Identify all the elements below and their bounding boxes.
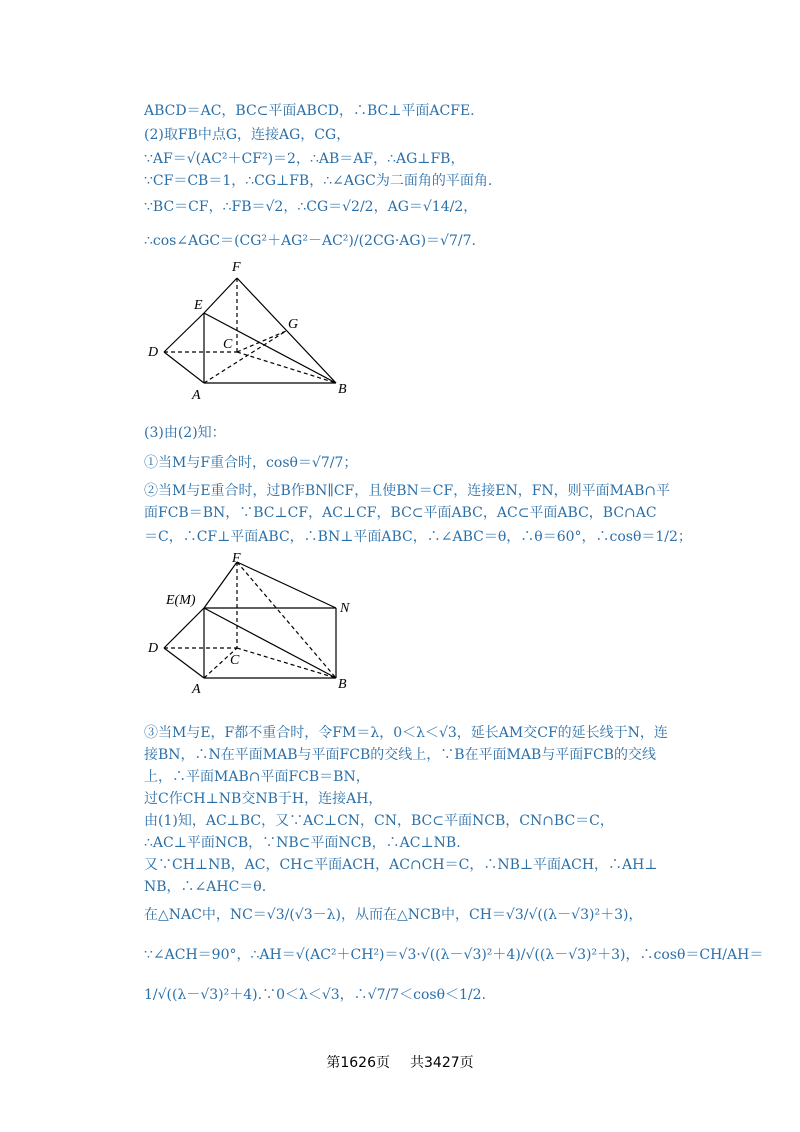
text-line: (2)取FB中点G，连接AG，CG， [144, 127, 351, 143]
label-C: C [223, 337, 233, 352]
label-A: A [192, 388, 201, 403]
text-line: (3)由(2)知： [144, 425, 226, 441]
text-line: ABCD＝AC，BC⊂平面ABCD，∴BC⊥平面ACFE. [144, 103, 475, 119]
text-line: 1/√((λ－√3)²＋4).∵0＜λ＜√3，∴√7/7＜cosθ＜1/2. [144, 987, 486, 1003]
text-line: 由(1)知，AC⊥BC，又∵AC⊥CN，CN，BC⊂平面NCB，CN∩BC＝C， [144, 813, 614, 829]
figure-1-diagram [140, 255, 360, 405]
text-line: ①当M与F重合时，cosθ＝√7/7； [144, 455, 358, 471]
label-C: C [230, 653, 240, 668]
label-B: B [338, 677, 347, 692]
label-F: F [232, 552, 241, 566]
text-line: 在△NAC中，NC＝√3/(√3－λ)，从而在△NCB中，CH＝√3/√((λ－√3)²＋3)， [144, 907, 643, 923]
text-line: ∴cos∠AGC＝(CG²＋AG²－AC²)/(2CG·AG)＝√7/7. [144, 233, 476, 249]
text-line: 面FCB＝BN，∵BC⊥CF，AC⊥CF，BC⊂平面ABC，AC⊂平面ABC，BC∩AC [144, 505, 657, 521]
page-total: 共3427页 [410, 1055, 474, 1071]
page-number: 第1626页 [326, 1055, 390, 1071]
figure-2-diagram [140, 552, 370, 697]
label-E: E [194, 298, 203, 313]
text-line: ∵AF＝√(AC²＋CF²)＝2，∴AB＝AF，∴AG⊥FB， [144, 151, 465, 167]
text-line: NB，∴∠AHC＝θ. [144, 879, 267, 895]
label-G: G [288, 317, 299, 332]
text-line: ②当M与E重合时，过B作BN∥CF，且使BN＝CF，连接EN，FN，则平面MAB∩平 [144, 483, 671, 499]
label-N: N [340, 601, 350, 616]
label-E-M: E(M) [166, 593, 196, 608]
text-line: 又∵CH⊥NB，AC，CH⊂平面ACH，AC∩CH＝C，∴NB⊥平面ACH，∴AH⊥ [144, 857, 658, 873]
text-line: ∴AC⊥平面NCB，∵NB⊂平面NCB，∴AC⊥NB. [144, 835, 461, 851]
page-footer [0, 1052, 800, 1072]
text-line: 过C作CH⊥NB交NB于H，连接AH， [144, 791, 383, 807]
text-line: 上，∴平面MAB∩平面FCB＝BN， [144, 769, 370, 785]
text-line: ∵CF＝CB＝1，∴CG⊥FB，∴∠AGC为二面角的平面角. [144, 173, 493, 189]
label-D: D [148, 641, 159, 656]
text-line: ＝C，∴CF⊥平面ABC，∴BN⊥平面ABC，∴∠ABC＝θ，∴θ＝60°，∴cosθ＝1/2； [144, 529, 692, 545]
label-D: D [148, 345, 159, 360]
label-A: A [192, 682, 201, 697]
text-line: ∵∠ACH＝90°，∴AH＝√(AC²＋CH²)＝√3·√((λ－√3)²＋4)/√((λ－√3)²＋3)，∴cosθ＝CH/AH＝ [144, 947, 764, 963]
label-F: F [232, 260, 241, 275]
label-B: B [338, 382, 347, 397]
text-line: 接BN，∴N在平面MAB与平面FCB的交线上，∵B在平面MAB与平面FCB的交线 [144, 747, 656, 763]
text-line: ③当M与E，F都不重合时，令FM＝λ，0＜λ＜√3，延长AM交CF的延长线于N，连 [144, 725, 668, 741]
text-line: ∵BC＝CF，∴FB＝√2，∴CG＝√2/2，AG＝√14/2， [144, 199, 478, 215]
